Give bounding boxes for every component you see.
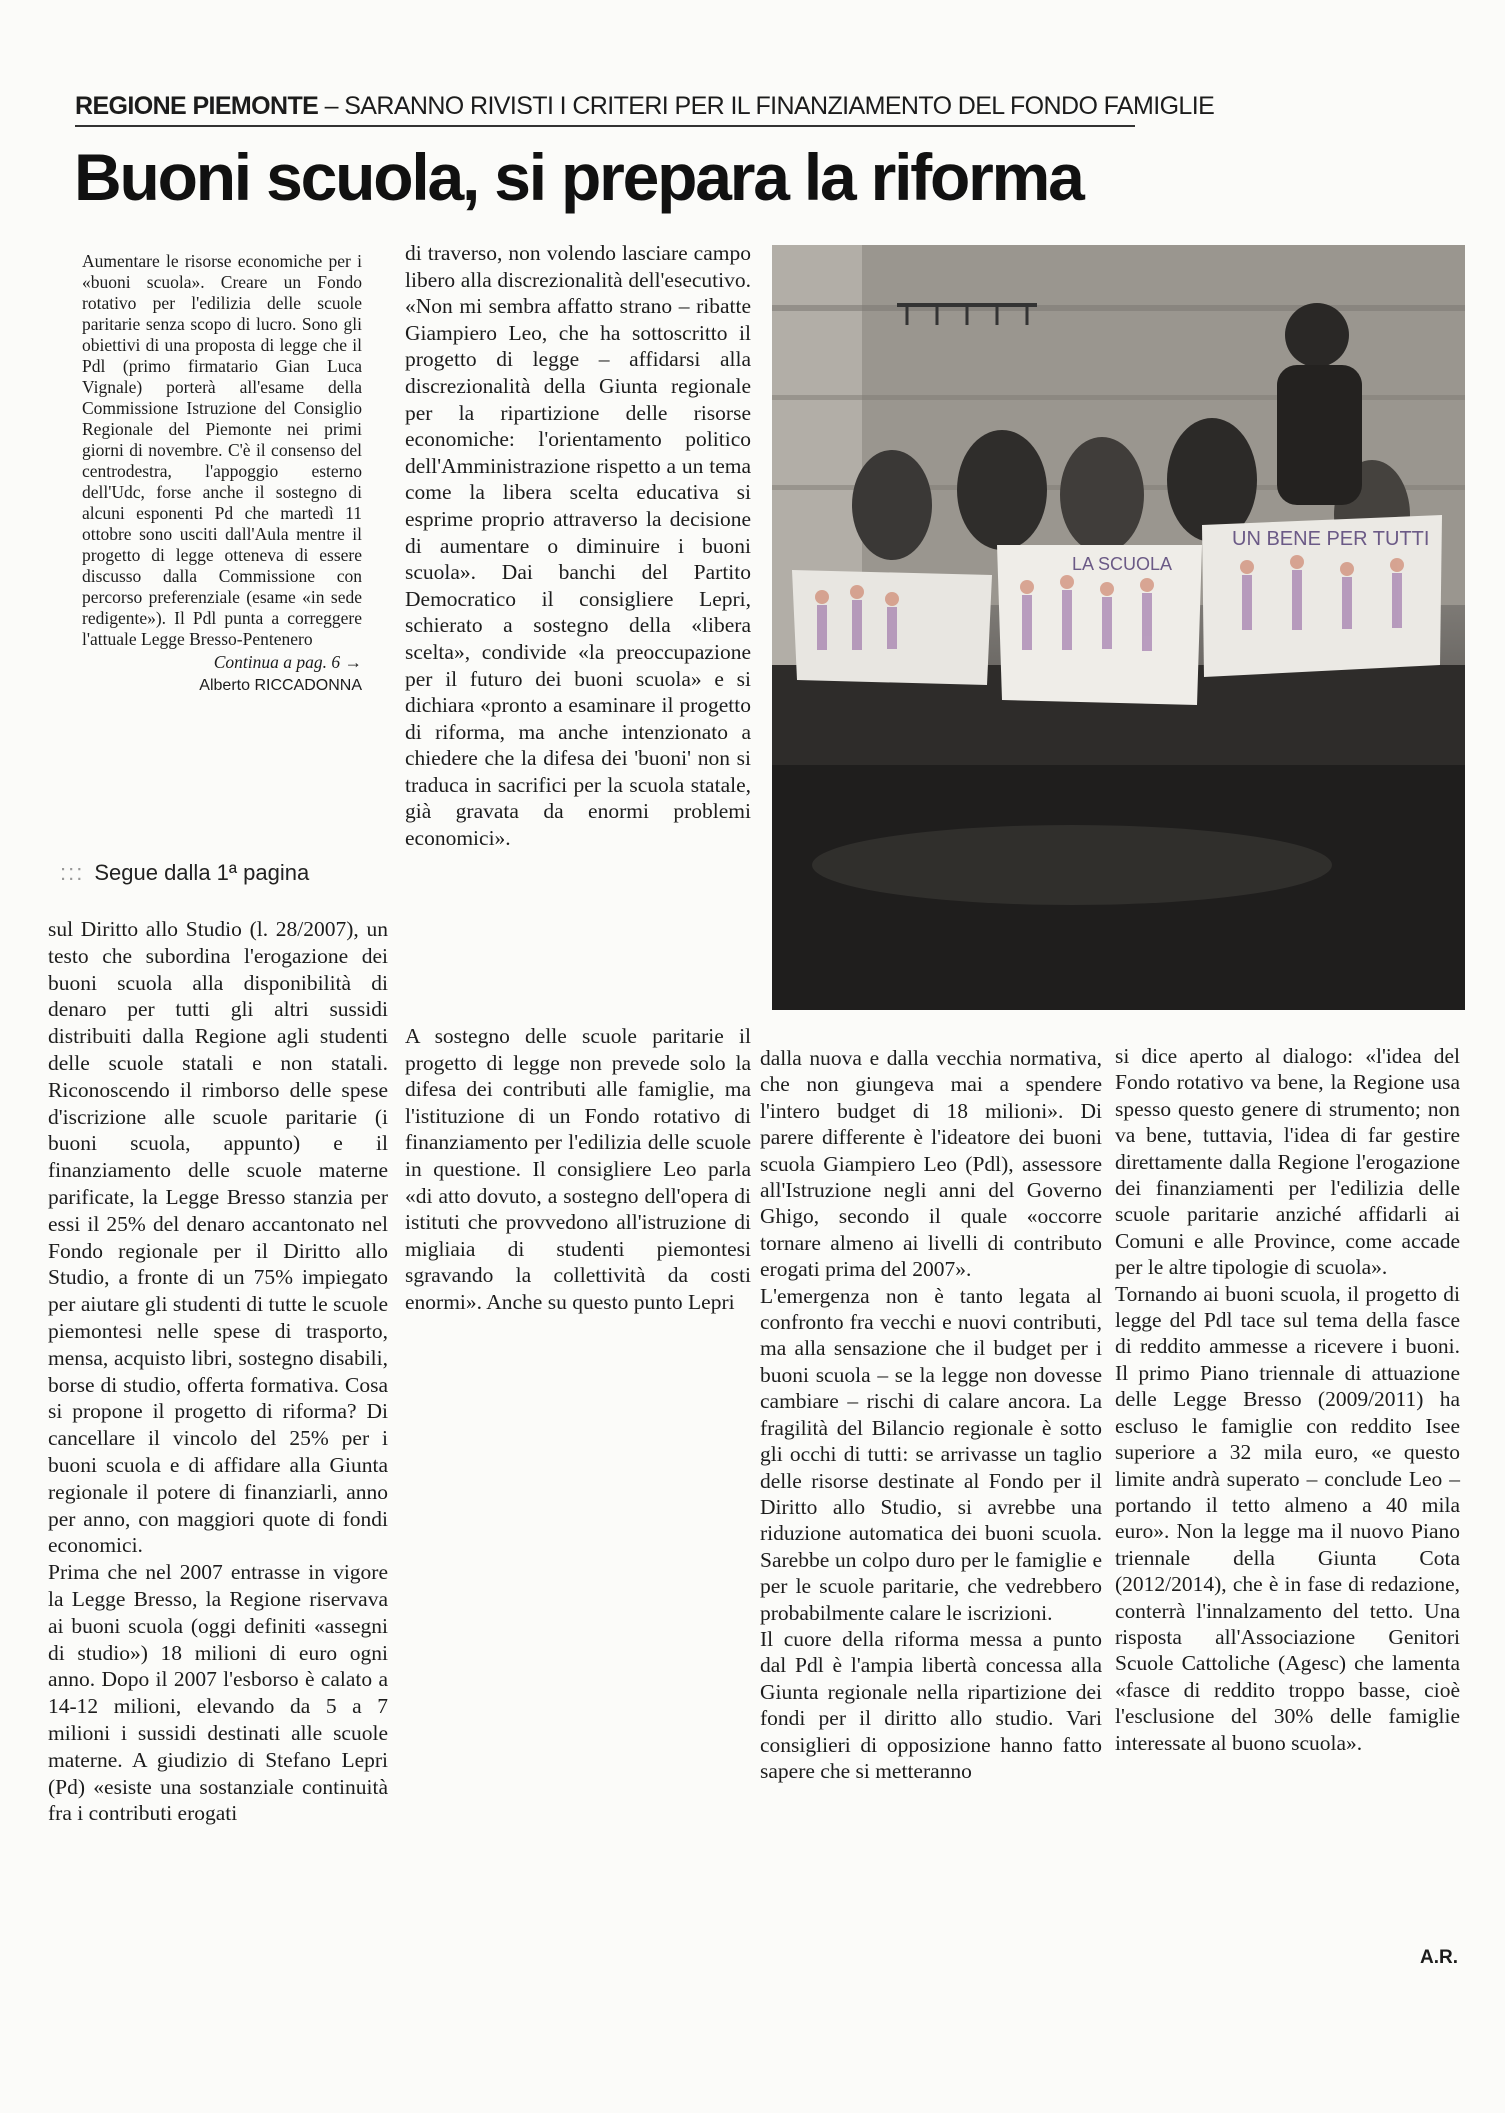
signature: A.R. bbox=[1420, 1947, 1458, 1968]
banner-text: LA SCUOLA bbox=[1072, 554, 1173, 574]
kicker-subtitle: – SARANNO RIVISTI I CRITERI PER IL FINANZIAMENTO DEL FONDO FAMIGLIE bbox=[318, 92, 1215, 120]
segue-text: Segue dalla 1ª pagina bbox=[94, 860, 310, 885]
body-column-2-bottom bbox=[405, 1023, 751, 1316]
paragraph: dalla nuova e dalla vecchia normativa, che non giungeva mai a spendere l'intero budget di 18 milioni». Di parere differente è l'ideatore dei buoni scuola Giampiero Leo (Pdl), assessore all'Istruzione negli anni del Governo Ghigo, secondo il quale «occorre tornare almeno ai livelli di contributo erogati prima del 2007». bbox=[760, 1046, 1102, 1282]
banner-text: UN BENE PER TUTTI bbox=[1232, 528, 1430, 550]
photo-illustration bbox=[772, 245, 1465, 1010]
paragraph: si dice aperto al dialogo: «l'idea del Fondo rotativo va bene, la Regione usa spesso questo genere di strumento; non va bene, tuttavia, l'idea di far gestire direttamente dalla Regione l'erogazione dei finanziamenti per l'edilizia delle scuole paritarie anziché affidarli ai Comuni e alle Province, come accade per le altre tipologie di scuola». bbox=[1115, 1044, 1460, 1280]
paragraph: sul Diritto allo Studio (l. 28/2007), un testo che subordina l'erogazione dei buoni scuola alla disponibilità di denaro per tutti gli altri sussidi distribuiti dalla Regione agli studenti delle scuole statali e non statali. Riconoscendo il rimborso delle spese d'iscrizione alle scuole paritarie (i buoni scuola, appunto) e il finanziamento delle scuole materne parificate, la Legge Bresso stanzia per essi il 25% del denaro accantonato nel Fondo regionale per il Diritto allo Studio, a fronte di un 75% impiegato per aiutare gli studenti di tutte le scuole piemontesi nelle spese di trasporto, mensa, acquisto libri, sostegno disabili, borse di studio, offerta formativa. Cosa si propone il progetto di riforma? Di cancellare il vincolo del 25% per i buoni scuola e di affidare alla Giunta regionale il potere di finanziarli, anno per anno, con maggiori quote di fondi economici. bbox=[48, 917, 388, 1558]
paragraph: A sostegno delle scuole paritarie il progetto di legge non prevede solo la difesa dei contributi alle famiglie, ma l'istituzione di un Fondo rotativo di finanziamento per l'edilizia delle scuole in questione. Il consigliere Leo parla «di atto dovuto, a sostegno dell'opera di istituti che provvedono all'istruzione di migliaia di studenti piemontesi sgravando la collettività da costi enormi». Anche su questo punto Lepri bbox=[405, 1024, 751, 1314]
author-byline: Alberto RICCADONNA bbox=[199, 677, 362, 694]
body-column-1 bbox=[48, 916, 388, 1827]
lede-column bbox=[82, 251, 362, 696]
article-headline: Buoni scuola, si prepara la riforma bbox=[74, 140, 1083, 214]
body-column-3 bbox=[760, 1045, 1102, 1784]
kicker-region: REGIONE PIEMONTE bbox=[75, 92, 319, 120]
paragraph: L'emergenza non è tanto legata al confronto fra vecchi e nuovi contributi, ma alla sensazione che il budget per i buoni scuola – se la legge non dovesse cambiare – rischi di calare ancora. La fragilità del Bilancio regionale è sotto gli occhi di tutti: se arrivasse un taglio delle risorse destinate al Fondo per il Diritto allo Studio, si avrebbe una riduzione automatica dei buoni scuola. Sarebbe un colpo duro per le famiglie e per le scuole paritarie, che vedrebbero probabilmente calare le iscrizioni. bbox=[760, 1283, 1102, 1625]
paragraph: di traverso, non volendo lasciare campo libero alla discrezionalità dell'esecutivo. «Non mi sembra affatto strano – ribatte Giampiero Leo, che ha sottoscritto il progetto di legge – affidarsi alla discrezionalità della Giunta regionale per la ripartizione delle risorse economiche: l'orientamento politico dell'Amministrazione rispetto a un tema come la libera scelta educativa si esprime proprio attraverso la decisione di aumentare o diminuire i buoni scuola». Dai banchi del Partito Democratico il consigliere Lepri, schierato a sostegno della «libera scelta», condivide «la preoccupazione per il futuro dei buoni scuola» e si dichiara «pronto a esaminare il progetto di riforma, ma anche intenzionato a chiedere che la difesa dei 'buoni' non si traduca in sacrifici per la scuola statale, già gravata da enormi problemi economici». bbox=[405, 241, 751, 851]
body-column-2-top bbox=[405, 240, 751, 852]
segue-marker-icon: ::: bbox=[60, 860, 85, 885]
continued-note: Continua a pag. 6 → bbox=[213, 652, 362, 672]
lede-text: Aumentare le risorse economiche per i «buoni scuola». Creare un Fondo rotativo per l'edilizia delle scuole paritarie senza scopo di lucro. Sono gli obiettivi di una proposta di legge che il Pdl (primo firmatario Gian Luca Vignale) porterà all'esame della Commissione Istruzione del Consiglio Regionale del Piemonte nei primi giorni di novembre. C'è il consenso del centrodestra, l'appoggio esterno dell'Udc, forse anche il sostegno di alcuni esponenti Pd che martedì 11 ottobre sono usciti dall'Aula mentre il progetto di legge otteneva di essere discusso dalla Commissione con percorso preferenziale (esame «in sede redigente»). Il Pdl punta a correggere l'attuale Legge Bresso-Pentenero bbox=[82, 251, 362, 649]
paragraph: Prima che nel 2007 entrasse in vigore la Legge Bresso, la Regione riservava ai buoni scuola (oggi definiti «assegni di studio») 18 milioni di euro ogni anno. Dopo il 2007 l'esborso è calato a 14-12 milioni, elevando da 5 a 7 milioni i sussidi destinati alle scuole materne. A giudizio di Stefano Lepri (Pd) «esiste una sostanziale continuità fra i contributi erogati bbox=[48, 1560, 388, 1826]
segue-label bbox=[60, 860, 370, 886]
paragraph: Il cuore della riforma messa a punto dal Pdl è l'ampia libertà concessa alla Giunta regionale nella ripartizione dei fondi per il diritto allo studio. Vari consiglieri di opposizione hanno fatto sapere che si metteranno bbox=[760, 1626, 1102, 1783]
body-column-4 bbox=[1115, 1043, 1460, 1756]
paragraph: Tornando ai buoni scuola, il progetto di legge del Pdl tace sul tema della fasce di reddito ammesse a ricevere i buoni. Il primo Piano triennale di attuazione delle Legge Bresso (2009/2011) ha escluso le famiglie con reddito Isee superiore a 32 mila euro, «e questo limite andrà superato – conclude Leo – portando il tetto almeno a 40 mila euro». Non la legge ma il nuovo Piano triennale della Giunta Cota (2012/2014), che è in fase di redazione, conterrà l'innalzamento del tetto. Una risposta all'Associazione Genitori Scuole Cattoliche (Agesc) che lamenta «fasce di reddito troppo basse, cioè l'esclusione del 30% delle famiglie interessate al buono scuola». bbox=[1115, 1281, 1460, 1755]
article-kicker bbox=[75, 92, 1215, 127]
article-photo bbox=[772, 245, 1465, 1010]
